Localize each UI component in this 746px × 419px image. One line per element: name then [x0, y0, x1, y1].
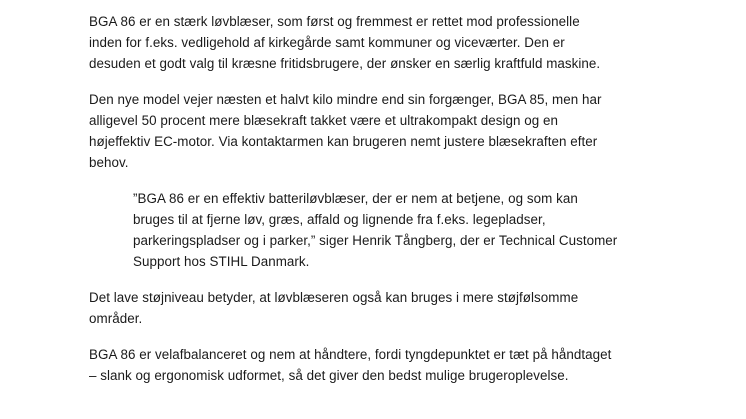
- text-line: bruges til at fjerne løv, græs, affald og lignende fra f.eks. legepladser,: [133, 212, 546, 227]
- text-line: desuden et godt valg til kræsne fritidsbrugere, der ønsker en særlig kraftfuld maskine.: [89, 56, 601, 71]
- text-line: behov.: [89, 155, 129, 170]
- text-line: højeffektiv EC-motor. Via kontaktarmen kan brugeren nemt justere blæsekraften efter: [89, 134, 598, 149]
- paragraph-intro: [89, 11, 709, 74]
- text-line: Support hos STIHL Danmark.: [133, 254, 310, 269]
- paragraph-model: [89, 89, 709, 173]
- quote-block: [133, 188, 673, 272]
- text-line: – slank og ergonomisk udformet, så det giver den bedst mulige brugeroplevelse.: [89, 368, 569, 383]
- text-line: BGA 86 er velafbalanceret og nem at håndtere, fordi tyngdepunktet er tæt på håndtaget: [89, 347, 612, 362]
- text-line: Det lave støjniveau betyder, at løvblæseren også kan bruges i mere støjfølsomme: [89, 290, 579, 305]
- text-line: Den nye model vejer næsten et halvt kilo mindre end sin forgænger, BGA 85, men har: [89, 92, 602, 107]
- text-line: områder.: [89, 311, 143, 326]
- text-line: ”BGA 86 er en effektiv batteriløvblæser, der er nem at betjene, og som kan: [133, 191, 578, 206]
- text-line: parkeringspladser og i parker,” siger Henrik Tångberg, der er Technical Customer: [133, 233, 618, 248]
- paragraph-balance: [89, 344, 709, 386]
- text-line: BGA 86 er en stærk løvblæser, som først og fremmest er rettet mod professionelle: [89, 14, 580, 29]
- article-body: [89, 11, 709, 401]
- text-line: alligevel 50 procent mere blæsekraft takket være et ultrakompakt design og en: [89, 113, 559, 128]
- text-line: inden for f.eks. vedligehold af kirkegårde samt kommuner og viceværter. Den er: [89, 35, 565, 50]
- paragraph-noise: [89, 287, 709, 329]
